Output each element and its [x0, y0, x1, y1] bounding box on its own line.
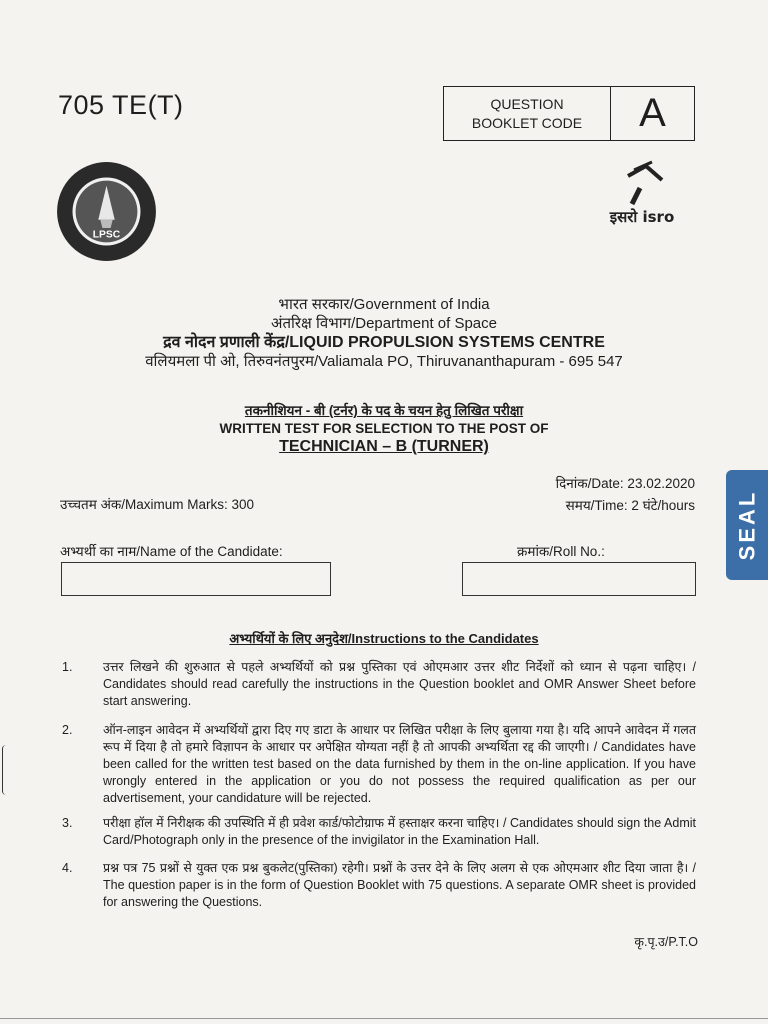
booklet-code-label — [444, 87, 611, 140]
booklet-code-label-line1: QUESTION — [490, 95, 564, 112]
margin-bracket — [2, 745, 9, 795]
exam-date: दिनांक/Date: 23.02.2020 — [555, 476, 695, 491]
test-title-english: WRITTEN TEST FOR SELECTION TO THE POST OF — [219, 421, 549, 436]
org-line-centre: द्रव नोदन प्रणाली केंद्र/LIQUID PROPULSION SYSTEMS CENTRE — [163, 334, 605, 351]
org-line-address: वलियमला पी ओ, तिरुवनंतपुरम/Valiamala PO, Thiruvananthapuram - 695 547 — [145, 353, 623, 370]
page-edge-line — [0, 1018, 768, 1019]
booklet-code-label-line2: BOOKLET CODE — [471, 114, 583, 131]
instruction-item — [62, 860, 696, 911]
instruction-item — [62, 815, 696, 849]
roll-number-field[interactable] — [462, 562, 696, 596]
lpsc-emblem-text: LPSC — [92, 229, 121, 241]
instruction-number: 3. — [62, 816, 73, 830]
test-title-hindi: तकनीशियन - बी (टर्नर) के पद के चयन हेतु लिखित परीक्षा — [244, 403, 524, 418]
isro-logo-text: इसरो isro — [609, 208, 675, 226]
booklet-code-box — [443, 86, 695, 141]
instructions-heading: अभ्यर्थियों के लिए अनुदेश/Instructions to the Candidates — [229, 631, 539, 646]
instruction-item — [62, 722, 696, 807]
instruction-item — [62, 659, 696, 710]
isro-logo-icon — [590, 158, 700, 230]
instruction-text: परीक्षा हॉल में निरीक्षक की उपस्थिति में ही प्रवेश कार्ड/फोटोग्राफ में हस्ताक्षर करना चाहिए। / Candidates should sign the Admit Card/Photograph only in the presence of the invigilator in the Examination Hall. — [103, 816, 696, 847]
seal-tab-text: SEAL — [734, 489, 759, 561]
org-line-department: अंतरिक्ष विभाग/Department of Space — [271, 315, 497, 332]
post-name: TECHNICIAN – B (TURNER) — [279, 438, 489, 455]
lpsc-emblem-icon — [55, 160, 158, 263]
paper-code: 705 TE(T) — [58, 90, 184, 120]
seal-tab — [726, 470, 768, 580]
instruction-number: 1. — [62, 660, 73, 674]
roll-number-label: क्रमांक/Roll No.: — [517, 544, 605, 559]
instruction-text: उत्तर लिखने की शुरुआत से पहले अभ्यर्थियों को प्रश्न पुस्तिका एवं ओएमआर उत्तर शीट निर्देशों को ध्यान से पढ़ना चाहिए। / Candidates should read carefully the instructions in the Question booklet and OMR Answer Sheet before start answering. — [103, 660, 696, 708]
instruction-text: प्रश्न पत्र 75 प्रश्नों से युक्त एक प्रश्न बुकलेट(पुस्तिका) रहेगी। प्रश्नों के उत्तर देने के लिए अलग से एक ओएमआर शीट दिया जाता है। / The question paper is in the form of Question Booklet with 75 questions. A separate OMR sheet is provided for answering the Questions. — [103, 861, 696, 909]
candidate-name-field[interactable] — [61, 562, 331, 596]
org-line-government: भारत सरकार/Government of India — [278, 296, 490, 313]
max-marks: उच्चतम अंक/Maximum Marks: 300 — [60, 497, 255, 512]
test-title — [0, 402, 768, 456]
booklet-code-letter: A — [639, 91, 666, 135]
instruction-number: 4. — [62, 861, 73, 875]
instruction-number: 2. — [62, 723, 73, 737]
exam-time: समय/Time: 2 घंटे/hours — [565, 498, 695, 513]
organization-header — [0, 295, 768, 371]
please-turn-over: कृ.पृ.उ/P.T.O — [634, 935, 698, 949]
candidate-name-label: अभ्यर्थी का नाम/Name of the Candidate: — [60, 544, 283, 559]
date-time-block — [556, 473, 695, 517]
instruction-text: ऑन-लाइन आवेदन में अभ्यर्थियों द्वारा दिए गए डाटा के आधार पर लिखित परीक्षा के लिए बुलाया गया है। यदि आपने आवेदन में गलत रूप में दिया है तो हमारे विज्ञापन के आधार पर अपेक्षित योग्यता नहीं है तो आपकी अभ्यर्थिता रद्द की जाएगी। / Candidates have been called for the written test based on the data furnished by them in the on-line application. If you have wrongly entered in the application or you do not possess the required qualification as per our advertisement, your candidature will be rejected. — [103, 723, 696, 805]
